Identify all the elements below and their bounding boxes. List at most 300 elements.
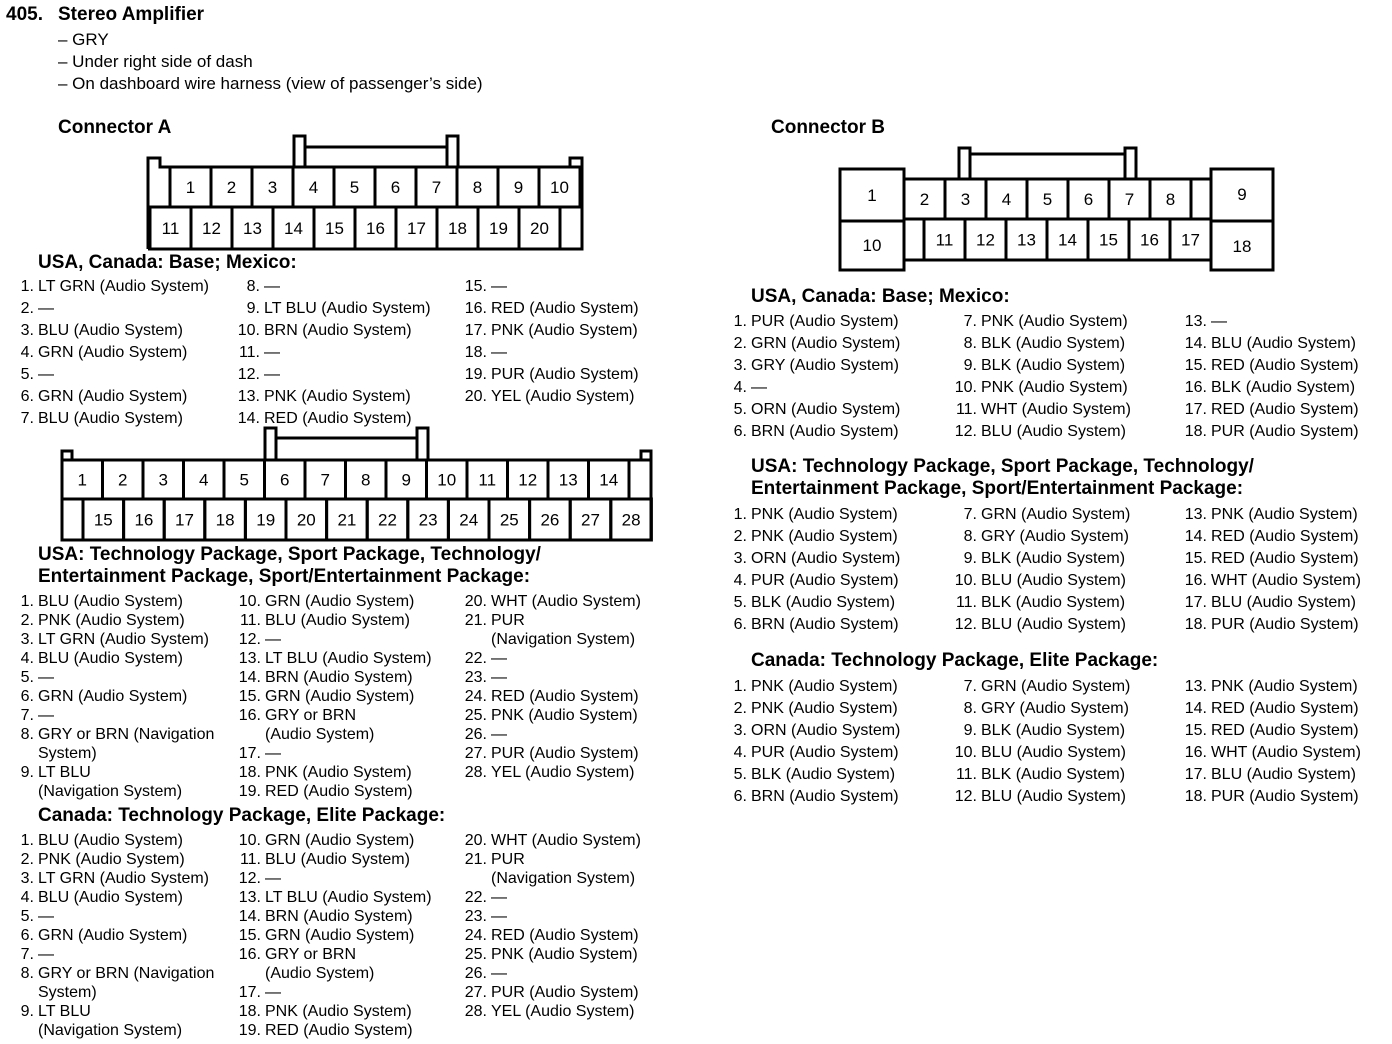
pin-wire: RED (Audio System)	[1211, 722, 1359, 739]
pin-number: 6.	[20, 927, 34, 944]
pin-number: 18.	[464, 344, 487, 361]
connector-a-canada-col3	[464, 831, 641, 1021]
pin-entry	[464, 926, 641, 945]
pin-number: 4.	[733, 744, 747, 761]
pin-label: 2	[226, 178, 237, 197]
pin-label: 20	[296, 510, 316, 530]
pin-entry	[733, 742, 900, 764]
pin-entry	[464, 763, 641, 782]
pin-entry	[733, 548, 901, 570]
pin-number: 9.	[20, 1003, 34, 1020]
pin-number: 11.	[238, 344, 260, 361]
pin-number: 21.	[464, 612, 487, 629]
pin-wire: GRY or BRN (Navigation	[38, 965, 215, 982]
pin-number: 2.	[733, 335, 747, 352]
pin-wire: BLU (Audio System)	[981, 423, 1126, 440]
pin-entry	[955, 764, 1130, 786]
pin-wire: BRN (Audio System)	[265, 669, 413, 686]
pin-label: 15	[1099, 230, 1118, 250]
pin-label: 19	[256, 510, 276, 530]
pin-number: 11.	[239, 612, 261, 629]
pin-label: 12	[976, 230, 995, 250]
pin-label: 18	[215, 510, 235, 530]
pin-wire: LT BLU	[38, 1003, 91, 1020]
pin-wire: GRN (Audio System)	[38, 688, 188, 705]
pin-wire: RED (Audio System)	[491, 300, 639, 317]
pin-number: 16.	[1184, 572, 1207, 589]
pin-number: 10.	[238, 593, 261, 610]
pin-number: 24.	[464, 688, 487, 705]
pin-label: 28	[621, 510, 641, 530]
pin-wire: GRY or BRN	[265, 707, 356, 724]
pin-number: 22.	[464, 650, 487, 667]
pin-number: 12.	[237, 366, 260, 383]
pin-number: 15.	[238, 688, 261, 705]
pin-number: 16.	[464, 300, 487, 317]
pin-wire: BRN (Audio System)	[751, 423, 899, 440]
pin-entry	[733, 333, 901, 355]
pin-label: 3	[158, 470, 168, 490]
pin-number: 17.	[1184, 594, 1207, 611]
pin-label: 12	[518, 470, 538, 490]
pin-cell	[1191, 179, 1211, 219]
connector-a-canada-heading: Canada: Technology Package, Elite Package:	[38, 805, 446, 826]
connector-b-base-col1	[733, 311, 901, 443]
pin-entry	[20, 687, 214, 706]
pin-entry	[464, 744, 641, 763]
pin-entry	[238, 649, 432, 668]
pin-number: 11.	[955, 766, 977, 783]
page-title: Stereo Amplifier	[58, 4, 205, 25]
pin-wire: BLU (Audio System)	[38, 889, 183, 906]
pin-entry	[20, 945, 214, 964]
pin-wire: —	[264, 278, 280, 295]
pin-number: 10.	[954, 379, 977, 396]
pin-entry	[733, 614, 900, 636]
pin-number: 14.	[238, 669, 261, 686]
pin-number: 1.	[733, 506, 747, 523]
pin-entry	[464, 964, 641, 983]
pin-number: 7.	[963, 313, 977, 330]
pin-number: 9.	[246, 300, 260, 317]
pin-entry	[238, 744, 432, 763]
pin-entry	[464, 888, 641, 907]
pin-entry	[1184, 698, 1361, 720]
pin-number: 9.	[963, 357, 977, 374]
pin-number: 4.	[20, 344, 34, 361]
pin-label: 4	[1001, 190, 1012, 209]
pin-label: 16	[366, 219, 385, 238]
pin-entry	[238, 926, 432, 945]
pin-entry	[963, 526, 1130, 548]
pin-entry	[20, 706, 214, 725]
pin-label: 11	[161, 219, 180, 238]
pin-wire: PNK (Audio System)	[751, 678, 898, 695]
pin-number: 12.	[954, 616, 977, 633]
pin-number: 1.	[733, 313, 747, 330]
pin-wire: GRN (Audio System)	[265, 832, 415, 849]
pin-wire: ORN (Audio System)	[751, 722, 901, 739]
pin-entry	[464, 945, 641, 964]
pin-number: 14.	[1184, 335, 1207, 352]
pin-entry	[464, 592, 641, 611]
pin-wire: PNK (Audio System)	[981, 313, 1128, 330]
pin-entry	[239, 611, 432, 630]
pin-number: 14.	[238, 908, 261, 925]
pin-wire-continued: (Navigation System)	[491, 870, 636, 887]
pin-entry	[963, 676, 1131, 698]
pin-entry	[954, 570, 1130, 592]
pin-number: 3.	[20, 870, 34, 887]
pin-entry	[20, 592, 214, 611]
pin-entry	[238, 907, 432, 926]
pin-number: 25.	[464, 946, 487, 963]
pin-wire: BLK (Audio System)	[981, 335, 1126, 352]
pin-number: 9.	[963, 550, 977, 567]
pin-wire: BRN (Audio System)	[264, 322, 412, 339]
pin-entry	[955, 592, 1130, 614]
connector-a-tech-col2	[238, 592, 432, 801]
pin-number: 8.	[963, 700, 977, 717]
connector-b-tech-col2	[954, 504, 1131, 636]
pin-label: 3	[267, 178, 278, 197]
pin-number: 19.	[464, 366, 487, 383]
pin-number: 3.	[20, 631, 34, 648]
pin-wire: —	[38, 366, 54, 383]
connector-a-canada-col2	[238, 831, 432, 1040]
pin-number: 13.	[237, 388, 260, 405]
pin-number: 13.	[238, 650, 261, 667]
pin-number: 18.	[1184, 788, 1207, 805]
pin-entry	[239, 850, 432, 869]
pin-label: 1	[77, 470, 87, 490]
pin-label: 18	[1232, 237, 1252, 256]
pin-label: 25	[499, 510, 519, 530]
pin-wire: GRN (Audio System)	[38, 927, 188, 944]
pin-entry	[954, 421, 1131, 443]
pin-number: 10.	[238, 832, 261, 849]
pin-number: 17.	[1184, 766, 1207, 783]
pin-wire: —	[38, 908, 54, 925]
pin-wire: YEL (Audio System)	[491, 764, 635, 781]
pin-number: 27.	[464, 745, 487, 762]
pin-wire: PNK (Audio System)	[265, 1003, 412, 1020]
pin-label: 26	[540, 510, 560, 530]
pin-entry	[464, 649, 641, 668]
pin-number: 10.	[954, 744, 977, 761]
pin-number: 18.	[1184, 616, 1207, 633]
pin-wire: BLU (Audio System)	[1211, 766, 1356, 783]
pin-entry	[733, 570, 900, 592]
pin-wire: BLK (Audio System)	[981, 550, 1126, 567]
pin-wire: PUR (Audio System)	[751, 572, 899, 589]
connector-b-canada-heading: Canada: Technology Package, Elite Package:	[751, 650, 1159, 671]
pin-label: 14	[1058, 230, 1077, 250]
pin-number: 16.	[238, 707, 261, 724]
pin-label: 7	[1124, 190, 1135, 209]
pin-label: 6	[280, 470, 290, 490]
pin-wire: —	[491, 889, 507, 906]
pin-number: 17.	[238, 745, 261, 762]
pin-entry	[238, 1002, 432, 1021]
pin-wire: WHT (Audio System)	[981, 401, 1131, 418]
pin-wire: BRN (Audio System)	[751, 616, 899, 633]
pin-entry	[20, 408, 209, 430]
pin-entry	[733, 421, 900, 443]
pin-entry	[238, 630, 432, 649]
connector-a-tech-heading-1: USA: Technology Package, Sport Package, Technology/	[38, 544, 541, 565]
pin-entry	[464, 320, 639, 342]
pin-entry	[238, 668, 432, 687]
pin-entry	[464, 668, 641, 687]
pin-number: 10.	[954, 572, 977, 589]
pin-number: 5.	[733, 401, 747, 418]
pin-entry	[464, 907, 641, 926]
connector-b-canada-col1	[733, 676, 901, 808]
pin-number: 9.	[20, 764, 34, 781]
pin-label: 2	[919, 190, 930, 209]
pin-entry	[954, 742, 1130, 764]
pin-wire: GRY (Audio System)	[751, 357, 899, 374]
pin-entry	[20, 342, 209, 364]
pin-entry	[20, 888, 214, 907]
pin-number: 22.	[464, 889, 487, 906]
pin-wire: —	[491, 278, 507, 295]
pin-number: 5.	[20, 366, 34, 383]
connector-b-canada-col2	[954, 676, 1131, 808]
pin-number: 27.	[464, 984, 487, 1001]
connector-b-base-col3	[1184, 311, 1359, 443]
pin-wire: RED (Audio System)	[1211, 700, 1359, 717]
pin-number: 24.	[464, 927, 487, 944]
pin-wire: PNK (Audio System)	[1211, 506, 1358, 523]
pin-number: 15.	[1184, 357, 1207, 374]
pin-number: 2.	[733, 700, 747, 717]
pin-number: 6.	[733, 616, 747, 633]
pin-entry	[238, 945, 432, 983]
pin-number: 23.	[464, 669, 487, 686]
pin-entry	[20, 630, 214, 649]
pin-wire: LT BLU (Audio System)	[265, 889, 432, 906]
pin-number: 3.	[733, 357, 747, 374]
pin-entry	[963, 698, 1130, 720]
pin-wire: BLU (Audio System)	[38, 322, 183, 339]
pin-entry	[238, 1021, 432, 1040]
pin-entry	[963, 720, 1130, 742]
pin-entry	[1184, 526, 1361, 548]
pin-label: 19	[489, 219, 508, 238]
pin-entry	[1184, 570, 1361, 592]
pin-entry	[20, 276, 210, 298]
pin-wire: PNK (Audio System)	[981, 379, 1128, 396]
pin-entry	[1184, 592, 1361, 614]
pin-number: 1.	[20, 278, 34, 295]
pin-cell	[904, 219, 924, 260]
pin-number: 20.	[464, 593, 487, 610]
pin-number: 5.	[20, 908, 34, 925]
pin-label: 8	[1165, 190, 1176, 209]
pin-wire: —	[38, 946, 54, 963]
pin-wire: YEL (Audio System)	[491, 388, 635, 405]
pin-wire: —	[1211, 313, 1227, 330]
pin-number: 7.	[963, 678, 977, 695]
pin-number: 18.	[238, 1003, 261, 1020]
pin-wire: —	[38, 669, 54, 686]
pin-entry	[464, 364, 639, 386]
pin-label: 5	[1042, 190, 1053, 209]
pin-entry	[464, 1002, 641, 1021]
pin-wire: PNK (Audio System)	[491, 707, 638, 724]
pin-entry	[20, 1002, 214, 1040]
pin-cell	[629, 460, 651, 499]
pin-entry	[237, 386, 431, 408]
pin-entry	[238, 831, 432, 850]
pin-wire: BLU (Audio System)	[265, 612, 410, 629]
pin-wire: —	[491, 965, 507, 982]
pin-wire: BLK (Audio System)	[751, 594, 896, 611]
pin-label: 16	[1140, 230, 1159, 250]
pin-number: 14.	[1184, 528, 1207, 545]
pin-entry	[733, 676, 900, 698]
pin-entry	[20, 850, 214, 869]
pin-entry	[963, 504, 1131, 526]
pin-wire: PNK (Audio System)	[265, 764, 412, 781]
pin-cell	[560, 207, 582, 249]
pin-entry	[1184, 614, 1361, 636]
pin-wire: BRN (Audio System)	[751, 788, 899, 805]
pin-label: 17	[1181, 230, 1200, 250]
pin-wire-continued: (Audio System)	[265, 726, 375, 743]
pin-label: 8	[361, 470, 371, 490]
pin-wire: ORN (Audio System)	[751, 550, 901, 567]
pin-label: 9	[401, 470, 411, 490]
pin-number: 12.	[954, 788, 977, 805]
detail-location: – Under right side of dash	[58, 52, 253, 71]
pin-number: 7.	[20, 410, 34, 427]
pin-wire: RED (Audio System)	[1211, 528, 1359, 545]
pin-wire: PNK (Audio System)	[38, 851, 185, 868]
connector-b-tech-heading-2: Entertainment Package, Sport/Entertainment Package:	[751, 478, 1244, 499]
pin-entry	[246, 298, 431, 320]
pin-number: 7.	[20, 707, 34, 724]
pin-wire: RED (Audio System)	[264, 410, 412, 427]
pin-wire: GRN (Audio System)	[265, 927, 415, 944]
pin-entry	[464, 831, 641, 850]
pin-number: 12.	[238, 870, 261, 887]
pin-wire: GRN (Audio System)	[981, 678, 1131, 695]
pin-label: 27	[581, 510, 600, 530]
pin-wire: GRY or BRN (Navigation	[38, 726, 215, 743]
pin-entry	[238, 983, 432, 1002]
pin-cell	[62, 499, 83, 540]
connector-b-tech-col1	[733, 504, 901, 636]
item-number: 405.	[6, 4, 43, 25]
pin-entry	[1184, 333, 1359, 355]
pin-number: 6.	[733, 423, 747, 440]
pin-label: 4	[308, 178, 319, 197]
pin-entry	[464, 706, 641, 725]
pin-wire: —	[491, 726, 507, 743]
pin-entry	[464, 386, 639, 408]
pin-number: 13.	[1184, 678, 1207, 695]
pin-entry	[963, 311, 1131, 333]
connector-b-title: Connector B	[771, 117, 885, 138]
pin-entry	[20, 320, 209, 342]
pin-entry	[733, 399, 901, 421]
pin-number: 4.	[733, 379, 747, 396]
pin-entry	[20, 831, 214, 850]
pin-number: 17.	[464, 322, 487, 339]
pin-entry	[20, 364, 209, 386]
pin-label: 11	[478, 470, 497, 490]
pin-label: 17	[175, 510, 194, 530]
pin-wire: —	[265, 745, 281, 762]
pin-wire: BLK (Audio System)	[981, 594, 1126, 611]
pin-entry	[238, 888, 432, 907]
pin-number: 3.	[733, 722, 747, 739]
pin-number: 17.	[238, 984, 261, 1001]
pin-entry	[464, 342, 639, 364]
pin-entry	[963, 548, 1130, 570]
pin-number: 1.	[733, 678, 747, 695]
pin-label: 17	[407, 219, 426, 238]
pin-wire: WHT (Audio System)	[491, 593, 641, 610]
pin-wire: —	[491, 650, 507, 667]
pin-label: 2	[118, 470, 128, 490]
pin-wire: RED (Audio System)	[491, 927, 639, 944]
pin-entry	[464, 276, 639, 298]
pin-entry	[20, 298, 209, 320]
pin-entry	[1184, 676, 1361, 698]
pin-wire: RED (Audio System)	[1211, 357, 1359, 374]
pin-number: 28.	[464, 1003, 487, 1020]
connector-a-canada-col1	[20, 831, 215, 1040]
pin-entry	[237, 364, 431, 386]
pin-label: 13	[243, 219, 262, 238]
pin-number: 4.	[733, 572, 747, 589]
pin-label: 23	[418, 510, 438, 530]
pin-number: 5.	[20, 669, 34, 686]
pin-label: 20	[530, 219, 549, 238]
pin-entry	[1184, 377, 1359, 399]
pin-entry	[733, 698, 900, 720]
pin-entry	[963, 355, 1131, 377]
pin-entry	[963, 333, 1131, 355]
pin-label: 7	[431, 178, 442, 197]
pin-number: 20.	[464, 388, 487, 405]
pin-number: 23.	[464, 908, 487, 925]
pin-entry	[20, 611, 214, 630]
pin-wire: PUR (Audio System)	[491, 745, 639, 762]
pin-wire: LT GRN (Audio System)	[38, 631, 210, 648]
pin-label: 8	[472, 178, 483, 197]
pin-wire: —	[38, 300, 54, 317]
pin-number: 4.	[20, 650, 34, 667]
pin-number: 15.	[1184, 722, 1207, 739]
pin-label: 14	[599, 470, 619, 490]
pin-label: 15	[93, 510, 113, 530]
pin-wire: RED (Audio System)	[1211, 401, 1359, 418]
pin-wire: PUR (Audio System)	[751, 744, 899, 761]
pin-wire: BLK (Audio System)	[751, 766, 896, 783]
pin-entry	[464, 850, 641, 888]
detail-harness: – On dashboard wire harness (view of passenger’s side)	[58, 74, 483, 93]
pin-number: 14.	[237, 410, 260, 427]
pin-number: 7.	[20, 946, 34, 963]
pin-wire: BLU (Audio System)	[981, 788, 1126, 805]
detail-color: – GRY	[58, 30, 109, 49]
pin-label: 22	[378, 510, 397, 530]
